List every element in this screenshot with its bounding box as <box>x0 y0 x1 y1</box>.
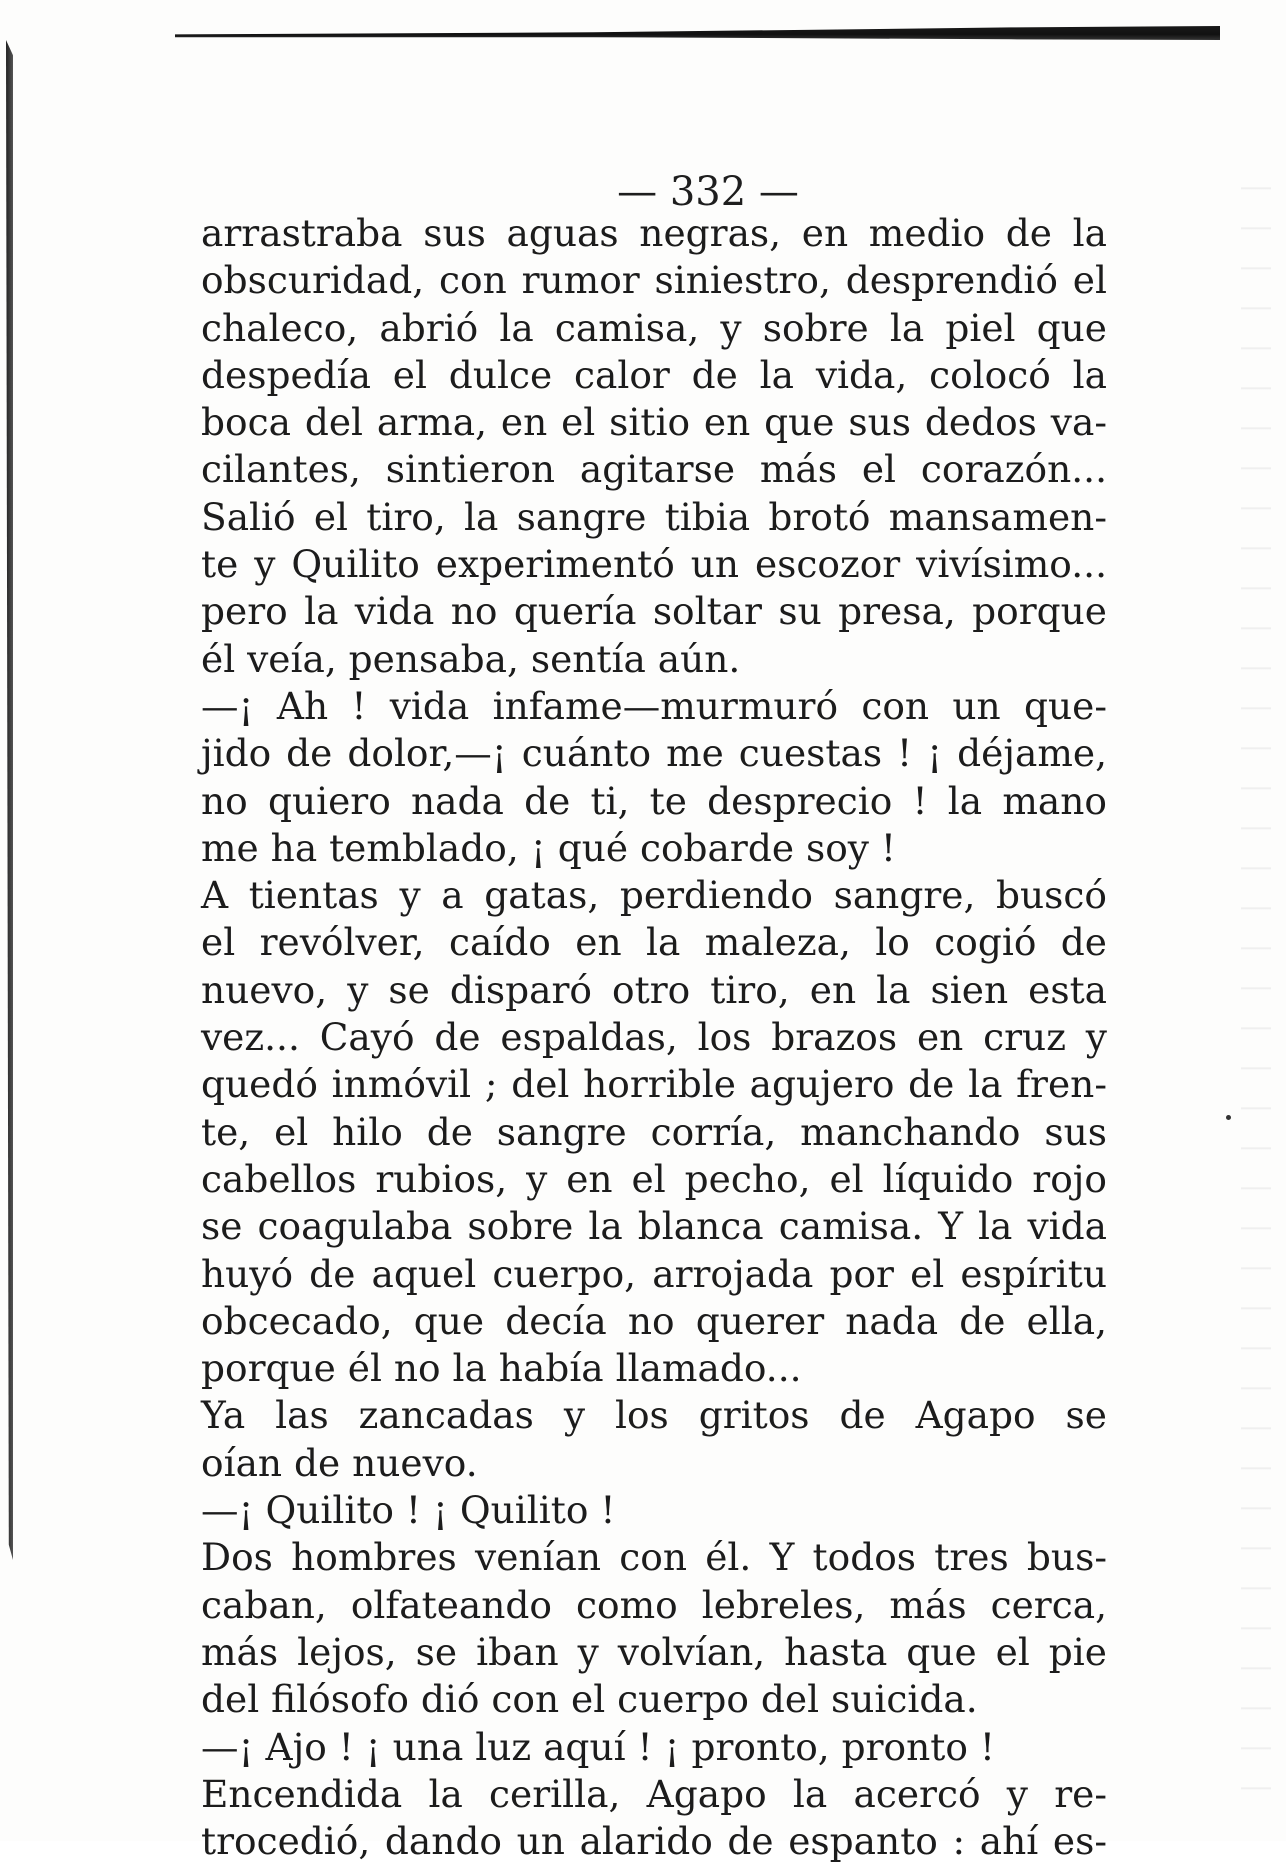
text-line: me ha temblado, ¡ qué cobarde soy ! <box>201 825 896 870</box>
text-line: A tientas y a gatas, perdiendo sangre, buscó <box>201 873 1107 918</box>
text-line: cabellos rubios, y en el pecho, el líquido rojo <box>201 1156 1107 1201</box>
text-line: Salió el tiro, la sangre tibia brotó mansamen- <box>201 494 1107 539</box>
text-line: porque él no la había llamado... <box>201 1346 802 1391</box>
margin-noise <box>1241 150 1271 1800</box>
text-line: cilantes, sintieron agitarse más el corazón... <box>201 447 1107 492</box>
text-line: —¡ Ah ! vida infame—murmuró con un que- <box>201 683 1107 728</box>
text-line: más lejos, se iban y volvían, hasta que el pie <box>201 1629 1107 1674</box>
text-line: caban, olfateando como lebreles, más cerca, <box>201 1582 1107 1627</box>
body-text <box>201 210 1107 1865</box>
ink-speck <box>1226 1115 1231 1120</box>
text-line: trocedió, dando un alarido de espanto : ahí es- <box>201 1819 1107 1864</box>
text-line: el revólver, caído en la maleza, lo cogió de <box>201 920 1107 965</box>
text-line: vez... Cayó de espaldas, los brazos en cruz y <box>201 1015 1107 1060</box>
text-line: del filósofo dió con el cuerpo del suicida. <box>201 1677 978 1722</box>
text-line: él veía, pensaba, sentía aún. <box>201 636 741 681</box>
left-page-edge <box>6 40 13 1560</box>
text-line: —¡ Quilito ! ¡ Quilito ! <box>201 1488 616 1533</box>
text-line: arrastraba sus aguas negras, en medio de la <box>201 211 1107 255</box>
text-line: se coagulaba sobre la blanca camisa. Y la vida <box>201 1204 1107 1249</box>
text-line: jido de dolor,—¡ cuánto me cuestas ! ¡ déjame, <box>201 731 1107 776</box>
text-line: no quiero nada de ti, te desprecio ! la mano <box>201 778 1107 823</box>
text-line: —¡ Ajo ! ¡ una luz aquí ! ¡ pronto, pronto ! <box>201 1724 995 1769</box>
text-line: Dos hombres venían con él. Y todos tres bus- <box>201 1535 1107 1580</box>
text-line: te, el hilo de sangre corría, manchando sus <box>201 1109 1107 1154</box>
text-line: boca del arma, en el sitio en que sus dedos va- <box>201 400 1107 445</box>
text-line: obscuridad, con rumor siniestro, desprendió el <box>201 258 1107 303</box>
top-page-edge <box>175 26 1220 40</box>
text-line: pero la vida no quería soltar su presa, porque <box>201 589 1107 634</box>
text-line: Encendida la cerilla, Agapo la acercó y re- <box>201 1771 1107 1816</box>
page-number: — 332 — <box>617 169 799 215</box>
text-line: huyó de aquel cuerpo, arrojada por el espíritu <box>201 1251 1107 1296</box>
text-line: nuevo, y se disparó otro tiro, en la sien esta <box>201 967 1107 1012</box>
text-line: despedía el dulce calor de la vida, colocó la <box>201 352 1107 397</box>
text-line: obcecado, que decía no querer nada de ella, <box>201 1298 1107 1343</box>
text-line: te y Quilito experimentó un escozor vivísimo... <box>201 542 1107 587</box>
text-line: quedó inmóvil ; del horrible agujero de la fren- <box>201 1062 1107 1107</box>
text-line: Ya las zancadas y los gritos de Agapo se <box>201 1393 1107 1438</box>
text-line: oían de nuevo. <box>201 1440 478 1485</box>
text-line: chaleco, abrió la camisa, y sobre la piel que <box>201 305 1107 350</box>
